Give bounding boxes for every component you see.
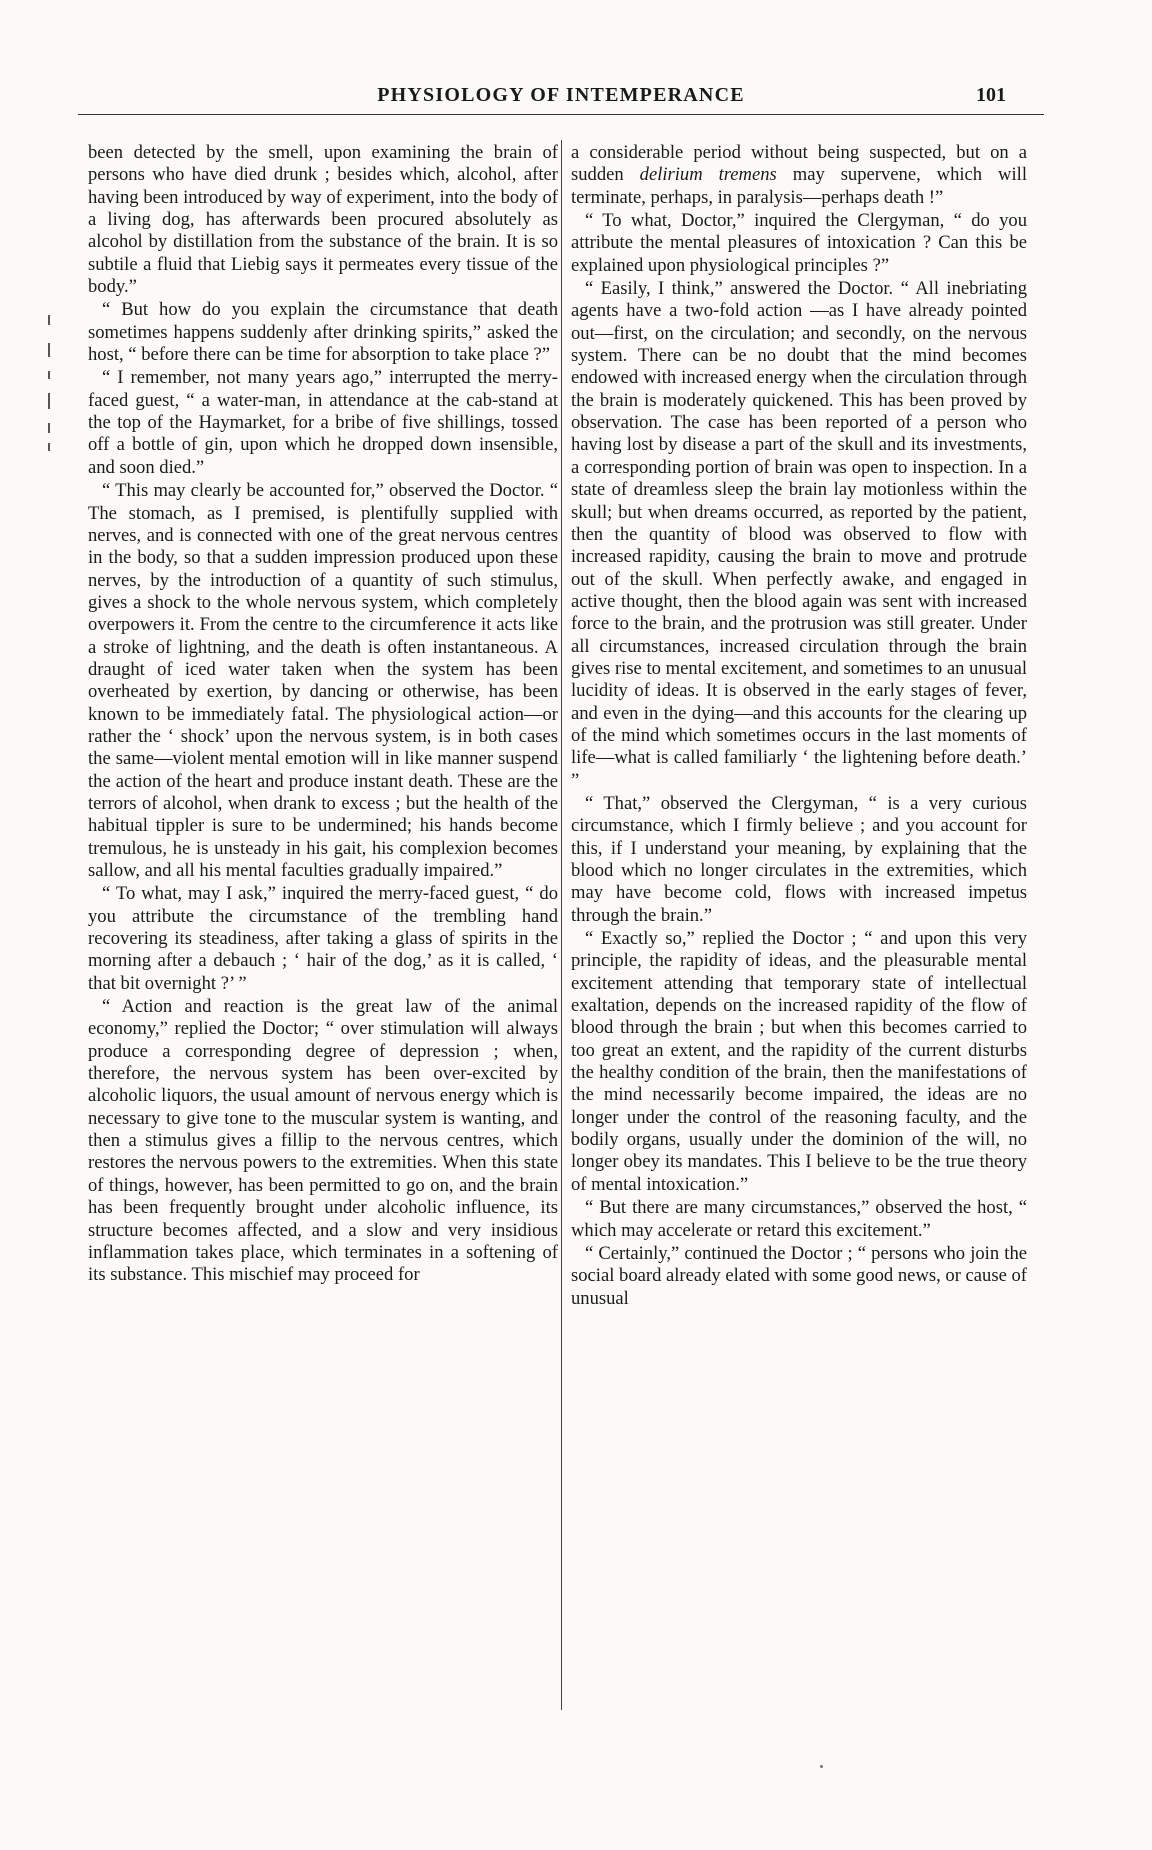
paragraph: “ I remember, not many years ago,” interrupted the merry-faced guest, “ a water-man, in attendance at the cab-stand at the top of the Haymarket, for a bribe of five shillings, tossed off a bottle of gin, upon which he dropped down insensible, and soon died.” bbox=[88, 367, 558, 478]
paragraph: “ To what, Doctor,” inquired the Clergyman, “ do you attribute the mental pleasures of intoxication ? Can this be explained upon physiological principles ?” bbox=[571, 210, 1027, 276]
paragraph: been detected by the smell, upon examining the brain of persons who have died drunk ; besides which, alcohol, after having been introduced by way of experiment, into the body of a living dog, has afterwards been procured absolutely as alcohol by distillation from the substance of the brain. It is so subtile a fluid that Liebig says it permeates every tissue of the body.” bbox=[88, 142, 558, 298]
margin-marks bbox=[42, 315, 58, 455]
paragraph-text: may supervene, which will terminate, perhaps, in paralysis—perhaps death !” bbox=[571, 164, 1027, 208]
running-title: PHYSIOLOGY OF INTEMPERANCE bbox=[377, 84, 745, 106]
page-header bbox=[78, 84, 1044, 115]
page-blemish bbox=[820, 1765, 823, 1768]
paragraph: “ But there are many circumstances,” observed the host, “ which may accelerate or retard this excitement.” bbox=[571, 1197, 1027, 1241]
left-column bbox=[88, 142, 558, 1287]
paragraph: “ Certainly,” continued the Doctor ; “ persons who join the social board already elated with some good news, or cause of unusual bbox=[571, 1242, 1027, 1309]
paragraph: “ That,” observed the Clergyman, “ is a very curious circumstance, which I firmly believe ; and you account for this, if I understand your meaning, by explaining that the blood which no longer circulates in the extremities, which may have become cold, flows with increased impetus through the brain.” bbox=[571, 792, 1027, 926]
paragraph: “ To what, may I ask,” inquired the merry-faced guest, “ do you attribute the circumstance of the trembling hand recovering its steadiness, after taking a glass of spirits in the morning after a debauch ; ‘ hair of the dog,’ as it is called, ‘ that bit overnight ?’ ” bbox=[88, 883, 558, 994]
paragraph bbox=[571, 142, 1027, 209]
paragraph: “ Action and reaction is the great law of the animal economy,” replied the Doctor; “ over stimulation will always produce a corresponding degree of depression ; when, therefore, the nervous system has been over-excited by alcoholic liquors, the usual amount of nervous energy which is necessary to give tone to the muscular system is wanting, and then a stimulus gives a fillip to the nervous centres, which restores the nervous powers to the extremities. When this state of things, however, has been permitted to go on, and the brain has been frequently brought under alcoholic influence, its structure becomes affected, and a slow and very insidious inflammation takes place, which terminates in a softening of its substance. This mischief may proceed for bbox=[88, 996, 558, 1286]
page-number: 101 bbox=[976, 84, 1006, 106]
paragraph: “ Exactly so,” replied the Doctor ; “ and upon this very principle, the rapidity of ideas, and the pleasurable mental excitement attending that temporary state of intellectual exaltation, depends on the increased rapidity of the flow of blood through the brain ; but when this becomes carried to too great an extent, and the rapidity of the current disturbs the healthy condition of the brain, then the manifestations of the mind necessarily become impaired, the ideas are no longer under the control of the reasoning faculty, and the bodily organs, usually under the dominion of the will, no longer obey its mandates. This I believe to be the true theory of mental intoxication.” bbox=[571, 928, 1027, 1195]
italic-term: delirium tremens bbox=[639, 164, 777, 186]
paragraph: “ This may clearly be accounted for,” observed the Doctor. “ The stomach, as I premised, is plentifully supplied with nerves, and is connected with one of the great nervous centres in the body, so that a sudden impression produced upon these nerves, by the introduction of a quantity of such stimulus, gives a shock to the whole nervous system, which completely overpowers it. From the centre to the circumference it acts like a stroke of lightning, and the death is often instantaneous. A draught of iced water taken when the system has been overheated by exertion, by dancing or otherwise, has been known to be immediately fatal. The physiological action—or rather the ‘ shock’ upon the nervous system, is in both cases the same—violent mental emotion will in like manner suspend the action of the heart and produce instant death. These are the terrors of alcohol, when drank to excess ; but the health of the habitual tippler is sure to be undermined; his hands become tremulous, he is unsteady in his gait, his complexion becomes sallow, and all his mental faculties gradually impaired.” bbox=[88, 480, 558, 881]
paragraph: “ Easily, I think,” answered the Doctor. “ All inebriating agents have a two-fold action —as I have already pointed out—first, on the circulation; and secondly, on the nervous system. There can be no doubt that the mind becomes endowed with increased energy when the circulation through the brain is moderately quickened. This has been proved by observation. The case has been reported of a person who having lost by disease a part of the skull and its investments, a corresponding portion of brain was open to inspection. In a state of dreamless sleep the brain lay motionless within the skull; but when dreams occurred, as reported by the patient, then the quantity of blood was observed to flow with increased rapidity, causing the brain to move and protrude out of the skull. When perfectly awake, and engaged in active thought, then the blood again was sent with increased force to the brain, and the protrusion was still greater. Under all circumstances, increased circulation through the brain gives rise to mental excitement, and sometimes to an unusual lucidity of ideas. It is observed in the early stages of fever, and even in the dying—and this accounts for the clearing up of the mind which sometimes occurs in the last moments of life—what is called familiarly ‘ the lightening before death.’ ” bbox=[571, 278, 1027, 791]
paragraph: “ But how do you explain the circumstance that death sometimes happens suddenly after drinking spirits,” asked the host, “ before there can be time for absorption to take place ?” bbox=[88, 299, 558, 366]
right-column bbox=[571, 142, 1027, 1310]
column-divider bbox=[561, 140, 562, 1710]
paragraph-text: a considerable period without being suspected, but on a sudden bbox=[571, 142, 1027, 186]
